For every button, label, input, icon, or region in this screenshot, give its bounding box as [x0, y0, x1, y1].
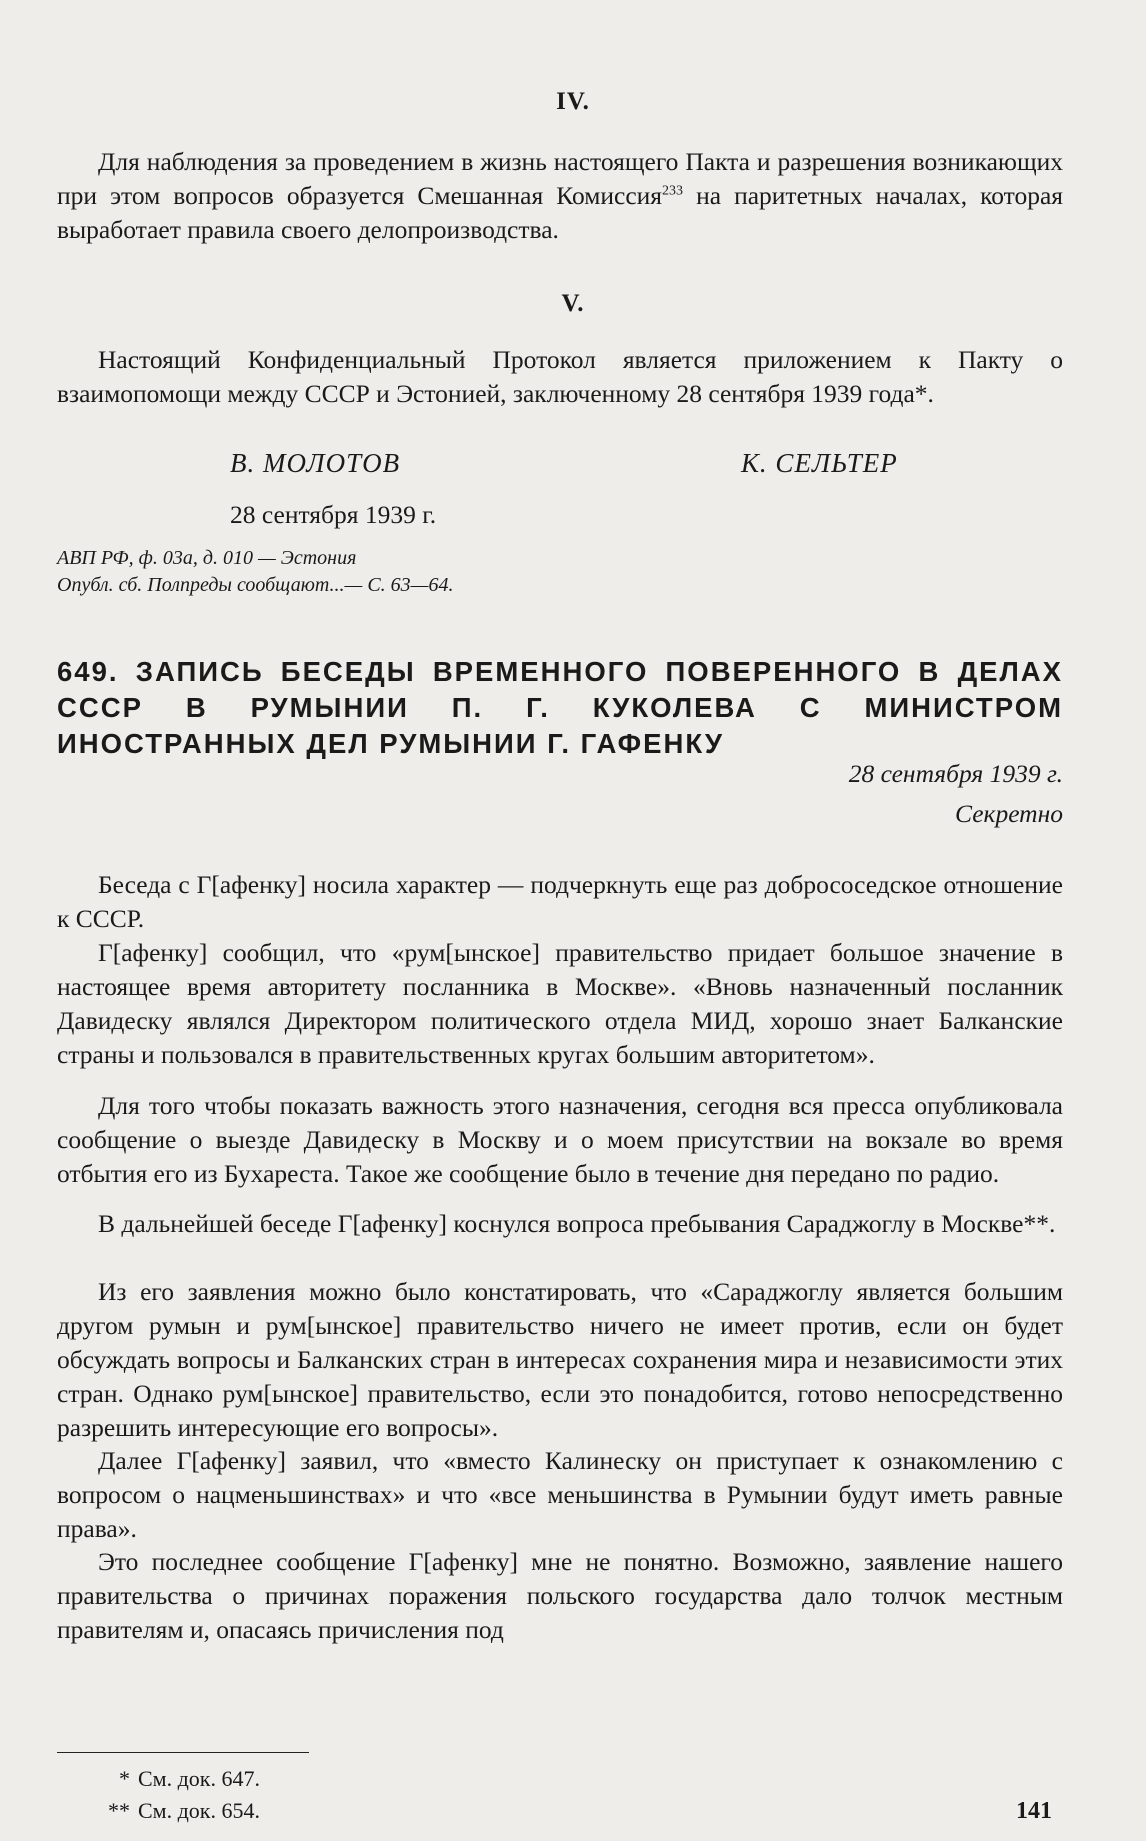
source-archive: АВП РФ, ф. 03а, д. 010 — Эстония — [57, 547, 357, 569]
body-paragraph: Г[афенку] сообщил, что «рум[ынское] правительство придает большое значение в настоящее время авторитету посланника в Москве». «Вновь назначенный посланник Давидеску являлся Директором политического отдела МИД, хорошо знает Балканские страны и пользовался в правительственных кругах большим авторитетом». — [57, 938, 1063, 1069]
body-paragraph: Беседа с Г[афенку] носила характер — подчеркнуть еще раз добрососедское отношение к СССР. — [57, 870, 1063, 933]
section-v-heading: V. — [561, 290, 585, 317]
document-title: 649. ЗАПИСЬ БЕСЕДЫ ВРЕМЕННОГО ПОВЕРЕННОГО В ДЕЛАХ СССР В РУМЫНИИ П. Г. КУКОЛЕВА С МИНИСТРОМ ИНОСТРАННЫХ ДЕЛ РУМЫНИИ Г. ГАФЕНКУ — [57, 656, 1063, 759]
body-paragraph: Далее Г[афенку] заявил, что «вместо Калинеску он приступает к ознакомлению с вопросом о нацменьшинствах» и что «все меньшинства в Румынии будут иметь равные права». — [57, 1446, 1063, 1543]
body-paragraph: Из его заявления можно было констатировать, что «Сараджоглу является большим другом румын и рум[ынское] правительство ничего не имеет против, если он будет обсуждать вопросы и Балканских стран в интересах сохранения мира и независимости этих стран. Однако рум[ынское] правительство, если это понадобится, готово непосредственно разрешить интересующие его вопросы». — [57, 1277, 1063, 1442]
body-paragraph: В дальнейшей беседе Г[афенку] коснулся вопроса пребывания Сараджоглу в Москве**. — [98, 1209, 1056, 1238]
page-number: 141 — [1016, 1798, 1052, 1824]
body-paragraph: Это последнее сообщение Г[афенку] мне не понятно. Возможно, заявление нашего правительства о причинах поражения польского государства дало толчок местным правителям и, опасаясь причисления под — [57, 1547, 1063, 1644]
footnote: * См. док. 647. — [119, 1766, 260, 1791]
reference-mark: 233 — [662, 183, 684, 199]
section-v-text: Настоящий Конфиденциальный Протокол является приложением к Пакту о взаимопомощи между СССР и Эстонией, заключенному 28 сентября 1939 года*. — [57, 345, 1063, 408]
source-published: Опубл. сб. Полпреды сообщают...— С. 63—64. — [57, 574, 454, 596]
document-date: 28 сентября 1939 г. — [848, 759, 1063, 788]
signature-right: К. СЕЛЬТЕР — [741, 448, 898, 478]
document-classification: Секретно — [955, 799, 1063, 828]
section-iv-text: Для наблюдения за проведением в жизнь настоящего Пакта и разрешения возникающих при этом вопросов образуется Смешанная Комиссия$^{233}$ на паритетных началах, которая выработает правила своего делопроизводства. — [57, 147, 1063, 244]
signature-date: 28 сентября 1939 г. — [230, 500, 437, 529]
footnote: ** См. док. 654. — [108, 1798, 260, 1823]
body-paragraph: Для того чтобы показать важность этого назначения, сегодня вся пресса опубликовала сообщение о выезде Давидеску в Москву и о моем присутствии на вокзале во время отбытия его из Бухареста. Такое же сообщение было в течение дня передано по радио. — [57, 1091, 1063, 1188]
section-iv-heading: IV. — [556, 88, 590, 115]
signature-left: В. МОЛОТОВ — [230, 448, 401, 478]
footnote-divider — [57, 1752, 309, 1753]
